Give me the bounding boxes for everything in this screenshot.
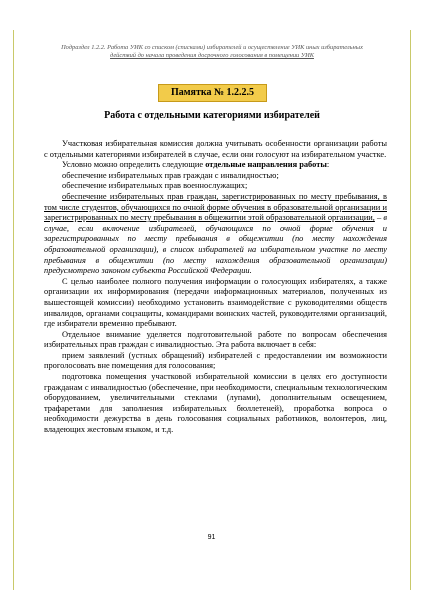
right-margin-rule bbox=[410, 30, 411, 590]
list-item-premises: подготовка помещения участковой избирательной комиссии в целях его доступности гражданам с инвалидностью (обеспечение, при необходимости, специальным технологическим оборудованием, увеличительными стеклами (лупами), дополнительным освещением, трафаретами для заполнения избирательных бюллетеней), проработка вопроса о необходимости дежурства в день голосования социальных работников, волонтеров, лиц, владеющих жестовым языком, и т.д. bbox=[44, 372, 387, 435]
paragraph-directions bbox=[44, 160, 387, 171]
directions-bold: отдельные направления работы bbox=[205, 160, 327, 170]
directions-colon: : bbox=[326, 160, 330, 170]
registered-italic: в случае, если включение избирателей, обучающихся по очной форме обучения и зарегистрированных по месту пребывания в общежитии (по месту нахождения образовательной организации), в список избирателей на избирательном участке по месту пребывания в общежитии (по месту нахождения образовательной организации) предусмотрено законом субъекта Российской Федерации. bbox=[44, 213, 388, 276]
page-number: 91 bbox=[207, 534, 216, 541]
paragraph-interaction: С целью наиболее полного получения информации о голосующих избирателях, а также организации их информирования (передачи информационных материалов, полученных из вышестоящей комиссии) необходимо установить взаимодействие с руководителями обществ инвалидов, органами соцзащиты, командирами воинских частей, руководителями организаций, где избиратели временно пребывают. bbox=[44, 276, 387, 329]
section-heading: Работа с отдельными категориями избирателей bbox=[104, 110, 320, 121]
list-item-applications: прием заявлений (устных обращений) избирателей с предоставлении им возможности проголосовать вне помещения для голосования; bbox=[44, 350, 387, 371]
running-header-line-2: действий до начала проведения досрочного голосования в помещении УИК bbox=[110, 52, 314, 59]
paragraph-intro: Участковая избирательная комиссия должна учитывать особенности организации работы с отдельными категориями избирателей в случае, если они голосуют на избирательном участке. bbox=[44, 139, 387, 159]
registered-dash: – bbox=[374, 213, 384, 223]
running-header-line-1: Подраздел 1.2.2. Работа УИК со списком (списками) избирателей и осуществление УИК иных избирательных bbox=[61, 44, 363, 51]
body-text bbox=[44, 139, 387, 436]
left-margin-rule bbox=[13, 30, 14, 590]
registered-underlined: обеспечение избирательных прав граждан, зарегистрированных по месту пребывания, в том числе студентов, обучающихся по очной форме обучения в образовательной организации и зарегистрированных по месту пребывания в общежитии этой образовательной организации, bbox=[44, 191, 387, 223]
list-item-military: обеспечение избирательных прав военнослужащих; bbox=[62, 181, 248, 191]
memo-number-badge: Памятка № 1.2.2.5 bbox=[158, 84, 267, 102]
running-header bbox=[28, 44, 396, 60]
directions-text: Условно можно определить следующие bbox=[62, 160, 206, 170]
list-item-registered bbox=[44, 192, 387, 277]
paragraph-preparation: Отдельное внимание уделяется подготовительной работе по вопросам обеспечения избирательных прав граждан с инвалидностью. Эта работа включает в себя: bbox=[44, 329, 387, 350]
list-item-disabled: обеспечение избирательных прав граждан с инвалидностью; bbox=[62, 170, 279, 180]
